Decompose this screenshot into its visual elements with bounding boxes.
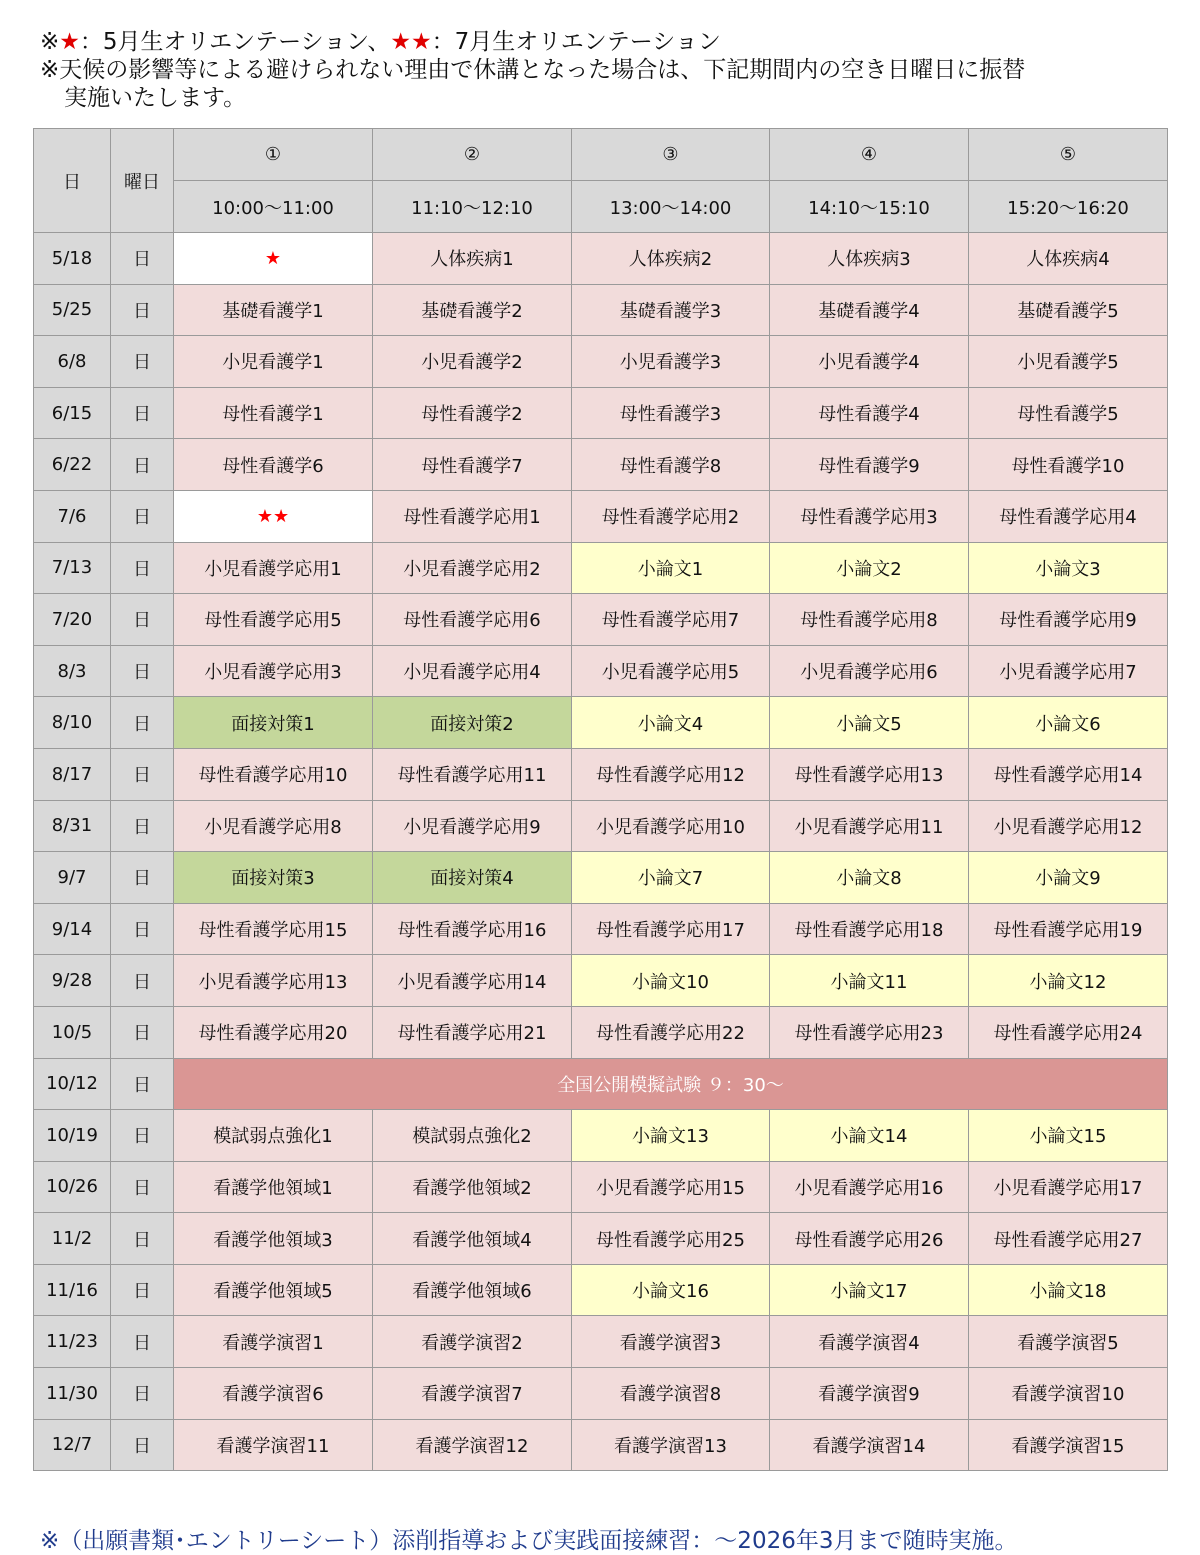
row-day-of-week: 日 — [111, 387, 174, 439]
class-cell: 母性看護学応用16 — [373, 903, 572, 955]
class-cell: 看護学演習15 — [969, 1419, 1168, 1471]
row-day-of-week: 日 — [111, 955, 174, 1007]
class-cell: 看護学演習11 — [174, 1419, 373, 1471]
class-cell: 小論文11 — [770, 955, 969, 1007]
schedule-row — [34, 284, 1168, 336]
row-date: 11/23 — [34, 1316, 111, 1368]
class-cell: 小児看護学応用16 — [770, 1161, 969, 1213]
class-cell: 母性看護学応用2 — [572, 490, 770, 542]
row-date: 8/31 — [34, 800, 111, 852]
row-day-of-week: 日 — [111, 852, 174, 904]
row-date: 6/8 — [34, 336, 111, 388]
class-cell: 母性看護学8 — [572, 439, 770, 491]
class-cell: 母性看護学応用23 — [770, 1006, 969, 1058]
row-day-of-week: 日 — [111, 1161, 174, 1213]
row-date: 7/20 — [34, 594, 111, 646]
class-cell: 小論文7 — [572, 852, 770, 904]
class-cell: 母性看護学1 — [174, 387, 373, 439]
class-cell: 基礎看護学3 — [572, 284, 770, 336]
schedule-row — [34, 800, 1168, 852]
header-time-4: 14:10～15:10 — [770, 181, 969, 233]
class-cell: 基礎看護学1 — [174, 284, 373, 336]
class-cell: 母性看護学応用9 — [969, 594, 1168, 646]
class-cell: 看護学演習14 — [770, 1419, 969, 1471]
row-day-of-week: 日 — [111, 233, 174, 285]
class-cell: 母性看護学応用18 — [770, 903, 969, 955]
schedule-row — [34, 1419, 1168, 1471]
note-mark: ※ — [40, 29, 60, 55]
row-day-of-week: 日 — [111, 336, 174, 388]
class-cell: 小児看護学5 — [969, 336, 1168, 388]
class-cell: 人体疾病3 — [770, 233, 969, 285]
class-cell: 小児看護学応用9 — [373, 800, 572, 852]
orientation-star-cell: ★★ — [174, 490, 373, 542]
class-cell: 看護学演習12 — [373, 1419, 572, 1471]
schedule-row — [34, 1058, 1168, 1110]
class-cell: 小論文17 — [770, 1264, 969, 1316]
class-cell: 小論文8 — [770, 852, 969, 904]
class-cell: 人体疾病2 — [572, 233, 770, 285]
schedule-row — [34, 748, 1168, 800]
class-cell: 看護学演習2 — [373, 1316, 572, 1368]
class-cell: 看護学他領域5 — [174, 1264, 373, 1316]
schedule-body — [34, 233, 1168, 1471]
row-date: 11/2 — [34, 1213, 111, 1265]
schedule-row — [34, 955, 1168, 1007]
row-date: 6/22 — [34, 439, 111, 491]
row-date: 6/15 — [34, 387, 111, 439]
class-cell: 基礎看護学5 — [969, 284, 1168, 336]
header-period-3: ③ — [572, 129, 770, 181]
class-cell: 小児看護学応用12 — [969, 800, 1168, 852]
class-cell: 母性看護学7 — [373, 439, 572, 491]
class-cell: 基礎看護学4 — [770, 284, 969, 336]
schedule-row — [34, 490, 1168, 542]
orientation-star-cell: ★ — [174, 233, 373, 285]
row-day-of-week: 日 — [111, 1213, 174, 1265]
schedule-row — [34, 1006, 1168, 1058]
class-cell: 小論文14 — [770, 1110, 969, 1162]
row-day-of-week: 日 — [111, 1058, 174, 1110]
class-cell: 母性看護学9 — [770, 439, 969, 491]
class-cell: 人体疾病4 — [969, 233, 1168, 285]
class-cell: 母性看護学応用12 — [572, 748, 770, 800]
class-cell: 母性看護学6 — [174, 439, 373, 491]
row-day-of-week: 日 — [111, 1006, 174, 1058]
class-cell: 小児看護学応用3 — [174, 645, 373, 697]
class-cell: 看護学演習8 — [572, 1368, 770, 1420]
class-cell: 模試弱点強化1 — [174, 1110, 373, 1162]
footer-note: ※（出願書類･エントリーシート）添削指導および実践面接練習：～2026年3月まで随時実施。 — [40, 1528, 1018, 1554]
class-cell: 小児看護学2 — [373, 336, 572, 388]
row-day-of-week: 日 — [111, 697, 174, 749]
schedule-row — [34, 697, 1168, 749]
class-cell: 小児看護学応用14 — [373, 955, 572, 1007]
schedule-row — [34, 1161, 1168, 1213]
schedule-row — [34, 336, 1168, 388]
class-cell: 小児看護学応用2 — [373, 542, 572, 594]
row-day-of-week: 日 — [111, 1419, 174, 1471]
row-day-of-week: 日 — [111, 439, 174, 491]
class-cell: 母性看護学応用13 — [770, 748, 969, 800]
class-cell: 看護学演習10 — [969, 1368, 1168, 1420]
class-cell: 母性看護学応用15 — [174, 903, 373, 955]
class-cell: 面接対策1 — [174, 697, 373, 749]
header-dow: 曜日 — [111, 129, 174, 233]
row-date: 10/26 — [34, 1161, 111, 1213]
class-cell: 母性看護学応用1 — [373, 490, 572, 542]
class-cell: 小児看護学応用15 — [572, 1161, 770, 1213]
row-day-of-week: 日 — [111, 903, 174, 955]
row-date: 9/14 — [34, 903, 111, 955]
class-cell: 小児看護学応用17 — [969, 1161, 1168, 1213]
class-cell: 小児看護学応用10 — [572, 800, 770, 852]
class-cell: 小論文18 — [969, 1264, 1168, 1316]
row-day-of-week: 日 — [111, 1264, 174, 1316]
class-cell: 小論文6 — [969, 697, 1168, 749]
schedule-row — [34, 903, 1168, 955]
row-day-of-week: 日 — [111, 800, 174, 852]
class-cell: 母性看護学応用26 — [770, 1213, 969, 1265]
class-cell: 母性看護学応用19 — [969, 903, 1168, 955]
schedule-row — [34, 233, 1168, 285]
class-cell: 小論文9 — [969, 852, 1168, 904]
class-cell: 小児看護学応用13 — [174, 955, 373, 1007]
class-cell: 母性看護学応用17 — [572, 903, 770, 955]
class-cell: 母性看護学応用11 — [373, 748, 572, 800]
class-cell: 小児看護学1 — [174, 336, 373, 388]
class-cell: 母性看護学2 — [373, 387, 572, 439]
header-period-1: ① — [174, 129, 373, 181]
schedule-table — [33, 128, 1168, 1471]
class-cell: 模試弱点強化2 — [373, 1110, 572, 1162]
row-date: 8/10 — [34, 697, 111, 749]
header-time-5: 15:20～16:20 — [969, 181, 1168, 233]
class-cell: 看護学演習1 — [174, 1316, 373, 1368]
class-cell: 母性看護学応用10 — [174, 748, 373, 800]
note-cancellation: ※天候の影響等による避けられない理由で休講となった場合は、下記期間内の空き日曜日に振替 — [40, 57, 1026, 83]
class-cell: 母性看護学応用22 — [572, 1006, 770, 1058]
header-time-2: 11:10～12:10 — [373, 181, 572, 233]
schedule-row — [34, 852, 1168, 904]
class-cell: 小論文3 — [969, 542, 1168, 594]
header-period-5: ⑤ — [969, 129, 1168, 181]
class-cell: 母性看護学4 — [770, 387, 969, 439]
schedule-row — [34, 1316, 1168, 1368]
class-cell: 小児看護学応用1 — [174, 542, 373, 594]
schedule-row — [34, 1213, 1168, 1265]
schedule-row — [34, 387, 1168, 439]
class-cell: 看護学他領域3 — [174, 1213, 373, 1265]
row-day-of-week: 日 — [111, 594, 174, 646]
class-cell: 母性看護学3 — [572, 387, 770, 439]
row-date: 10/19 — [34, 1110, 111, 1162]
row-date: 7/13 — [34, 542, 111, 594]
class-cell: 小論文2 — [770, 542, 969, 594]
class-cell: 看護学他領域4 — [373, 1213, 572, 1265]
class-cell: 小児看護学応用8 — [174, 800, 373, 852]
note-orientation-july: ：7月生オリエンテーション — [431, 29, 721, 55]
note-orientation-may: ：5月生オリエンテーション、 — [79, 29, 391, 55]
class-cell: 母性看護学応用14 — [969, 748, 1168, 800]
schedule-row — [34, 594, 1168, 646]
row-date: 8/17 — [34, 748, 111, 800]
class-cell: 母性看護学応用3 — [770, 490, 969, 542]
row-date: 5/18 — [34, 233, 111, 285]
row-day-of-week: 日 — [111, 748, 174, 800]
row-day-of-week: 日 — [111, 1368, 174, 1420]
row-date: 9/7 — [34, 852, 111, 904]
schedule-row — [34, 542, 1168, 594]
class-cell: 基礎看護学2 — [373, 284, 572, 336]
class-cell: 小児看護学応用11 — [770, 800, 969, 852]
schedule-row — [34, 439, 1168, 491]
class-cell: 母性看護学10 — [969, 439, 1168, 491]
schedule-row — [34, 1264, 1168, 1316]
class-cell: 面接対策4 — [373, 852, 572, 904]
class-cell: 小論文12 — [969, 955, 1168, 1007]
row-day-of-week: 日 — [111, 490, 174, 542]
schedule-row — [34, 1368, 1168, 1420]
header-period-2: ② — [373, 129, 572, 181]
star-marker-may: ★ — [59, 29, 80, 55]
class-cell: 小論文1 — [572, 542, 770, 594]
row-day-of-week: 日 — [111, 542, 174, 594]
row-date: 8/3 — [34, 645, 111, 697]
class-cell: 看護学演習3 — [572, 1316, 770, 1368]
row-day-of-week: 日 — [111, 1316, 174, 1368]
row-day-of-week: 日 — [111, 645, 174, 697]
class-cell: 母性看護学応用4 — [969, 490, 1168, 542]
class-cell: 母性看護学応用5 — [174, 594, 373, 646]
class-cell: 看護学演習9 — [770, 1368, 969, 1420]
class-cell: 母性看護学応用25 — [572, 1213, 770, 1265]
row-date: 7/6 — [34, 490, 111, 542]
row-date: 10/12 — [34, 1058, 111, 1110]
class-cell: 母性看護学応用7 — [572, 594, 770, 646]
class-cell: 小児看護学応用6 — [770, 645, 969, 697]
class-cell: 小児看護学3 — [572, 336, 770, 388]
class-cell: 母性看護学応用21 — [373, 1006, 572, 1058]
row-date: 5/25 — [34, 284, 111, 336]
header-period-4: ④ — [770, 129, 969, 181]
class-cell: 人体疾病1 — [373, 233, 572, 285]
class-cell: 小児看護学4 — [770, 336, 969, 388]
schedule-row — [34, 1110, 1168, 1162]
class-cell: 小論文13 — [572, 1110, 770, 1162]
row-date: 9/28 — [34, 955, 111, 1007]
class-cell: 小児看護学応用7 — [969, 645, 1168, 697]
class-cell: 面接対策2 — [373, 697, 572, 749]
header-time-1: 10:00～11:00 — [174, 181, 373, 233]
class-cell: 看護学演習5 — [969, 1316, 1168, 1368]
class-cell: 小論文15 — [969, 1110, 1168, 1162]
class-cell: 母性看護学応用24 — [969, 1006, 1168, 1058]
row-date: 11/16 — [34, 1264, 111, 1316]
note-orientation — [40, 28, 1160, 56]
notes — [40, 28, 1160, 112]
class-cell: 看護学演習4 — [770, 1316, 969, 1368]
class-cell: 母性看護学応用8 — [770, 594, 969, 646]
row-date: 11/30 — [34, 1368, 111, 1420]
class-cell: 小論文4 — [572, 697, 770, 749]
class-cell: 看護学演習6 — [174, 1368, 373, 1420]
row-date: 12/7 — [34, 1419, 111, 1471]
row-day-of-week: 日 — [111, 284, 174, 336]
class-cell: 看護学他領域1 — [174, 1161, 373, 1213]
class-cell: 小児看護学応用5 — [572, 645, 770, 697]
class-cell: 看護学演習13 — [572, 1419, 770, 1471]
header-time-3: 13:00～14:00 — [572, 181, 770, 233]
class-cell: 看護学演習7 — [373, 1368, 572, 1420]
header-date: 日 — [34, 129, 111, 233]
row-day-of-week: 日 — [111, 1110, 174, 1162]
row-date: 10/5 — [34, 1006, 111, 1058]
schedule-row — [34, 645, 1168, 697]
class-cell: 面接対策3 — [174, 852, 373, 904]
class-cell: 母性看護学応用6 — [373, 594, 572, 646]
class-cell: 看護学他領域2 — [373, 1161, 572, 1213]
class-cell: 母性看護学応用20 — [174, 1006, 373, 1058]
mock-exam-banner: 全国公開模擬試験 ９：30～ — [174, 1058, 1168, 1110]
note-cancellation-cont: 実施いたします。 — [64, 85, 247, 111]
class-cell: 小論文16 — [572, 1264, 770, 1316]
star-marker-july: ★★ — [390, 29, 432, 55]
class-cell: 小論文10 — [572, 955, 770, 1007]
class-cell: 看護学他領域6 — [373, 1264, 572, 1316]
class-cell: 小児看護学応用4 — [373, 645, 572, 697]
class-cell: 母性看護学5 — [969, 387, 1168, 439]
class-cell: 母性看護学応用27 — [969, 1213, 1168, 1265]
class-cell: 小論文5 — [770, 697, 969, 749]
